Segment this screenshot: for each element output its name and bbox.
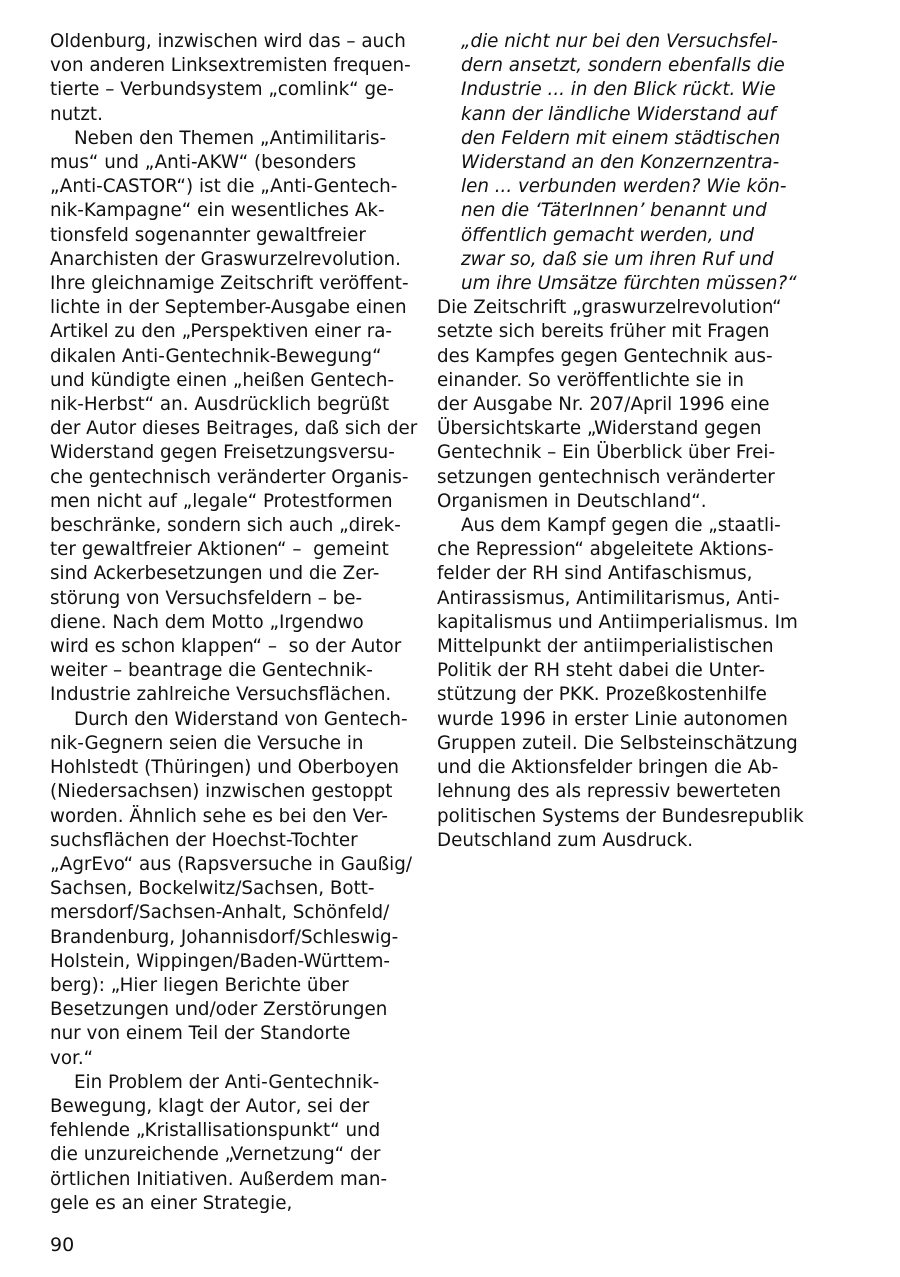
- text-line: worden. Ähnlich sehe es bei den Ver-: [50, 805, 388, 827]
- text-line: setzungen gentechnisch veränderter: [437, 466, 775, 488]
- quote-line: Industrie ... in den Blick rückt. Wie: [461, 79, 776, 101]
- text-line: nik-Herbst“ an. Ausdrücklich begrüßt: [50, 394, 390, 416]
- text-line: nutzt.: [50, 103, 103, 125]
- text-line: einander. So veröffentlichte sie in: [437, 369, 744, 391]
- text-line: Hohlstedt (Thüringen) und Oberboyen: [50, 757, 399, 779]
- quote-line: nen die ‘TäterInnen’ benannt und: [461, 200, 767, 222]
- text-line: und kündigte einen „heißen Gentech-: [50, 369, 395, 391]
- text-line: Oldenburg, inzwischen wird das – auch: [50, 31, 406, 52]
- paragraph-first-line: Durch den Widerstand von Gentech-: [74, 708, 408, 730]
- text-line: Politik der RH steht dabei die Unter-: [437, 660, 765, 682]
- text-line: Widerstand gegen Freisetzungsversu-: [50, 442, 395, 464]
- text-line: „Anti-CASTOR“) ist die „Anti-Gentech-: [50, 176, 398, 198]
- text-line: ter gewaltfreier Aktionen“ – gemeint: [50, 539, 389, 561]
- text-line: vor.“: [50, 1047, 94, 1069]
- text-line: Besetzungen und/oder Zerstörungen: [50, 999, 388, 1021]
- text-line: Deutschland zum Ausdruck.: [437, 829, 694, 851]
- right-column: [437, 30, 804, 853]
- paragraph-first-line: Aus dem Kampf gegen die „staatli-: [461, 515, 781, 537]
- text-line: felder der RH sind Antifaschismus,: [437, 563, 753, 585]
- text-line: Mittelpunkt der antiimperialistischen: [437, 636, 774, 658]
- text-line: der Ausgabe Nr. 207/April 1996 eine: [437, 394, 770, 416]
- text-line: tionsfeld sogenannter gewaltfreier: [50, 224, 366, 246]
- text-line: kapitalismus und Antiimperialismus. Im: [437, 611, 798, 633]
- text-line: Sachsen, Bockelwitz/Sachsen, Bott-: [50, 878, 375, 900]
- text-line: stützung der PKK. Prozeßkostenhilfe: [437, 684, 767, 706]
- text-line: Übersichtskarte „Widerstand gegen: [437, 418, 762, 440]
- quote-line: len ... verbunden werden? Wie kön-: [461, 176, 787, 198]
- text-line: wurde 1996 in erster Linie autonomen: [437, 708, 788, 730]
- quote-line: Widerstand an den Konzernzentra-: [461, 152, 780, 174]
- text-line: „AgrEvo“ aus (Rapsversuche in Gaußig/: [50, 853, 413, 875]
- page-number: 90: [50, 1234, 75, 1256]
- text-line: von anderen Linksextremisten frequen-: [50, 55, 411, 77]
- text-line: (Niedersachsen) inzwischen gestoppt: [50, 781, 393, 803]
- text-line: Organismen in Deutschland“.: [437, 490, 707, 512]
- quote-line: öffentlich gemacht werden, und: [461, 224, 755, 246]
- text-line: che Repression“ abgeleitete Aktions-: [437, 539, 774, 561]
- text-line: sind Ackerbesetzungen und die Zer-: [50, 563, 380, 585]
- text-line: nur von einem Teil der Standorte: [50, 1023, 351, 1045]
- text-line: dikalen Anti-Gentechnik-Bewegung“: [50, 345, 382, 367]
- text-line: Anarchisten der Graswurzelrevolution.: [50, 248, 401, 270]
- quote-line: den Feldern mit einem städtischen: [461, 127, 781, 149]
- text-line: wird es schon klappen“ – so der Autor: [50, 636, 402, 658]
- text-line: Artikel zu den „Perspektiven einer ra-: [50, 321, 393, 343]
- text-line: Bewegung, klagt der Autor, sei der: [50, 1095, 370, 1117]
- text-line: suchsflächen der Hoechst-Tochter: [50, 829, 358, 851]
- text-line: men nicht auf „legale“ Protestformen: [50, 490, 393, 512]
- text-line: politischen Systems der Bundesrepublik: [437, 805, 804, 827]
- quote-line: dern ansetzt, sondern ebenfalls die: [461, 55, 785, 77]
- text-line: diene. Nach dem Motto „Irgendwo: [50, 611, 364, 633]
- text-line: che gentechnisch veränderter Organis-: [50, 466, 409, 488]
- quote-line: um ihre Umsätze fürchten müssen?“: [461, 273, 797, 295]
- text-line: lehnung des als repressiv bewerteten: [437, 781, 781, 803]
- text-line: Industrie zahlreiche Versuchsflächen.: [50, 684, 392, 706]
- text-line: nik-Kampagne“ ein wesentliches Ak-: [50, 200, 385, 222]
- text-line: Ihre gleichnamige Zeitschrift veröffent-: [50, 273, 409, 295]
- text-line: Antirassismus, Antimilitarismus, Anti-: [437, 587, 780, 609]
- text-line: mersdorf/Sachsen-Anhalt, Schönfeld/: [50, 902, 390, 924]
- text-line: mus“ und „Anti-AKW“ (besonders: [50, 152, 357, 174]
- text-line: setzte sich bereits früher mit Fragen: [437, 321, 770, 343]
- text-line: tierte – Verbundsystem „comlink“ ge-: [50, 79, 394, 101]
- paragraph-first-line: Neben den Themen „Antimilitaris-: [74, 127, 387, 149]
- text-line: die unzureichende „Vernetzung“ der: [50, 1144, 381, 1166]
- text-line: beschränke, sondern sich auch „direk-: [50, 515, 401, 537]
- text-line: und die Aktionsfelder bringen die Ab-: [437, 757, 779, 779]
- text-line: Gruppen zuteil. Die Selbsteinschätzung: [437, 732, 798, 754]
- text-line: Die Zeitschrift „graswurzelrevolution“: [437, 297, 782, 319]
- paragraph-first-line: Ein Problem der Anti-Gentechnik-: [74, 1071, 380, 1093]
- text-line: des Kampfes gegen Gentechnik aus-: [437, 345, 773, 367]
- text-line: berg): „Hier liegen Berichte über: [50, 974, 349, 996]
- quote-line: „die nicht nur bei den Versuchsfel-: [461, 31, 778, 52]
- quote-line: kann der ländliche Widerstand auf: [461, 103, 776, 125]
- text-line: Brandenburg, Johannisdorf/Schleswig-: [50, 926, 399, 948]
- text-line: weiter – beantrage die Gentechnik-: [50, 660, 373, 682]
- text-line: störung von Versuchsfeldern – be-: [50, 587, 363, 609]
- text-line: fehlende „Kristallisationspunkt“ und: [50, 1120, 381, 1142]
- quote-line: zwar so, daß sie um ihren Ruf und: [461, 248, 774, 270]
- text-line: Gentechnik – Ein Überblick über Frei-: [437, 442, 776, 464]
- text-line: lichte in der September-Ausgabe einen: [50, 297, 407, 319]
- text-line: Holstein, Wippingen/Baden-Württem-: [50, 950, 391, 972]
- text-line: örtlichen Initiativen. Außerdem man-: [50, 1168, 388, 1190]
- text-line: nik-Gegnern seien die Versuche in: [50, 732, 364, 754]
- text-line: der Autor dieses Beitrages, daß sich der: [50, 418, 418, 440]
- block-quote: [437, 30, 797, 296]
- left-column: [50, 30, 418, 1216]
- text-line: gele es an einer Strategie,: [50, 1192, 293, 1214]
